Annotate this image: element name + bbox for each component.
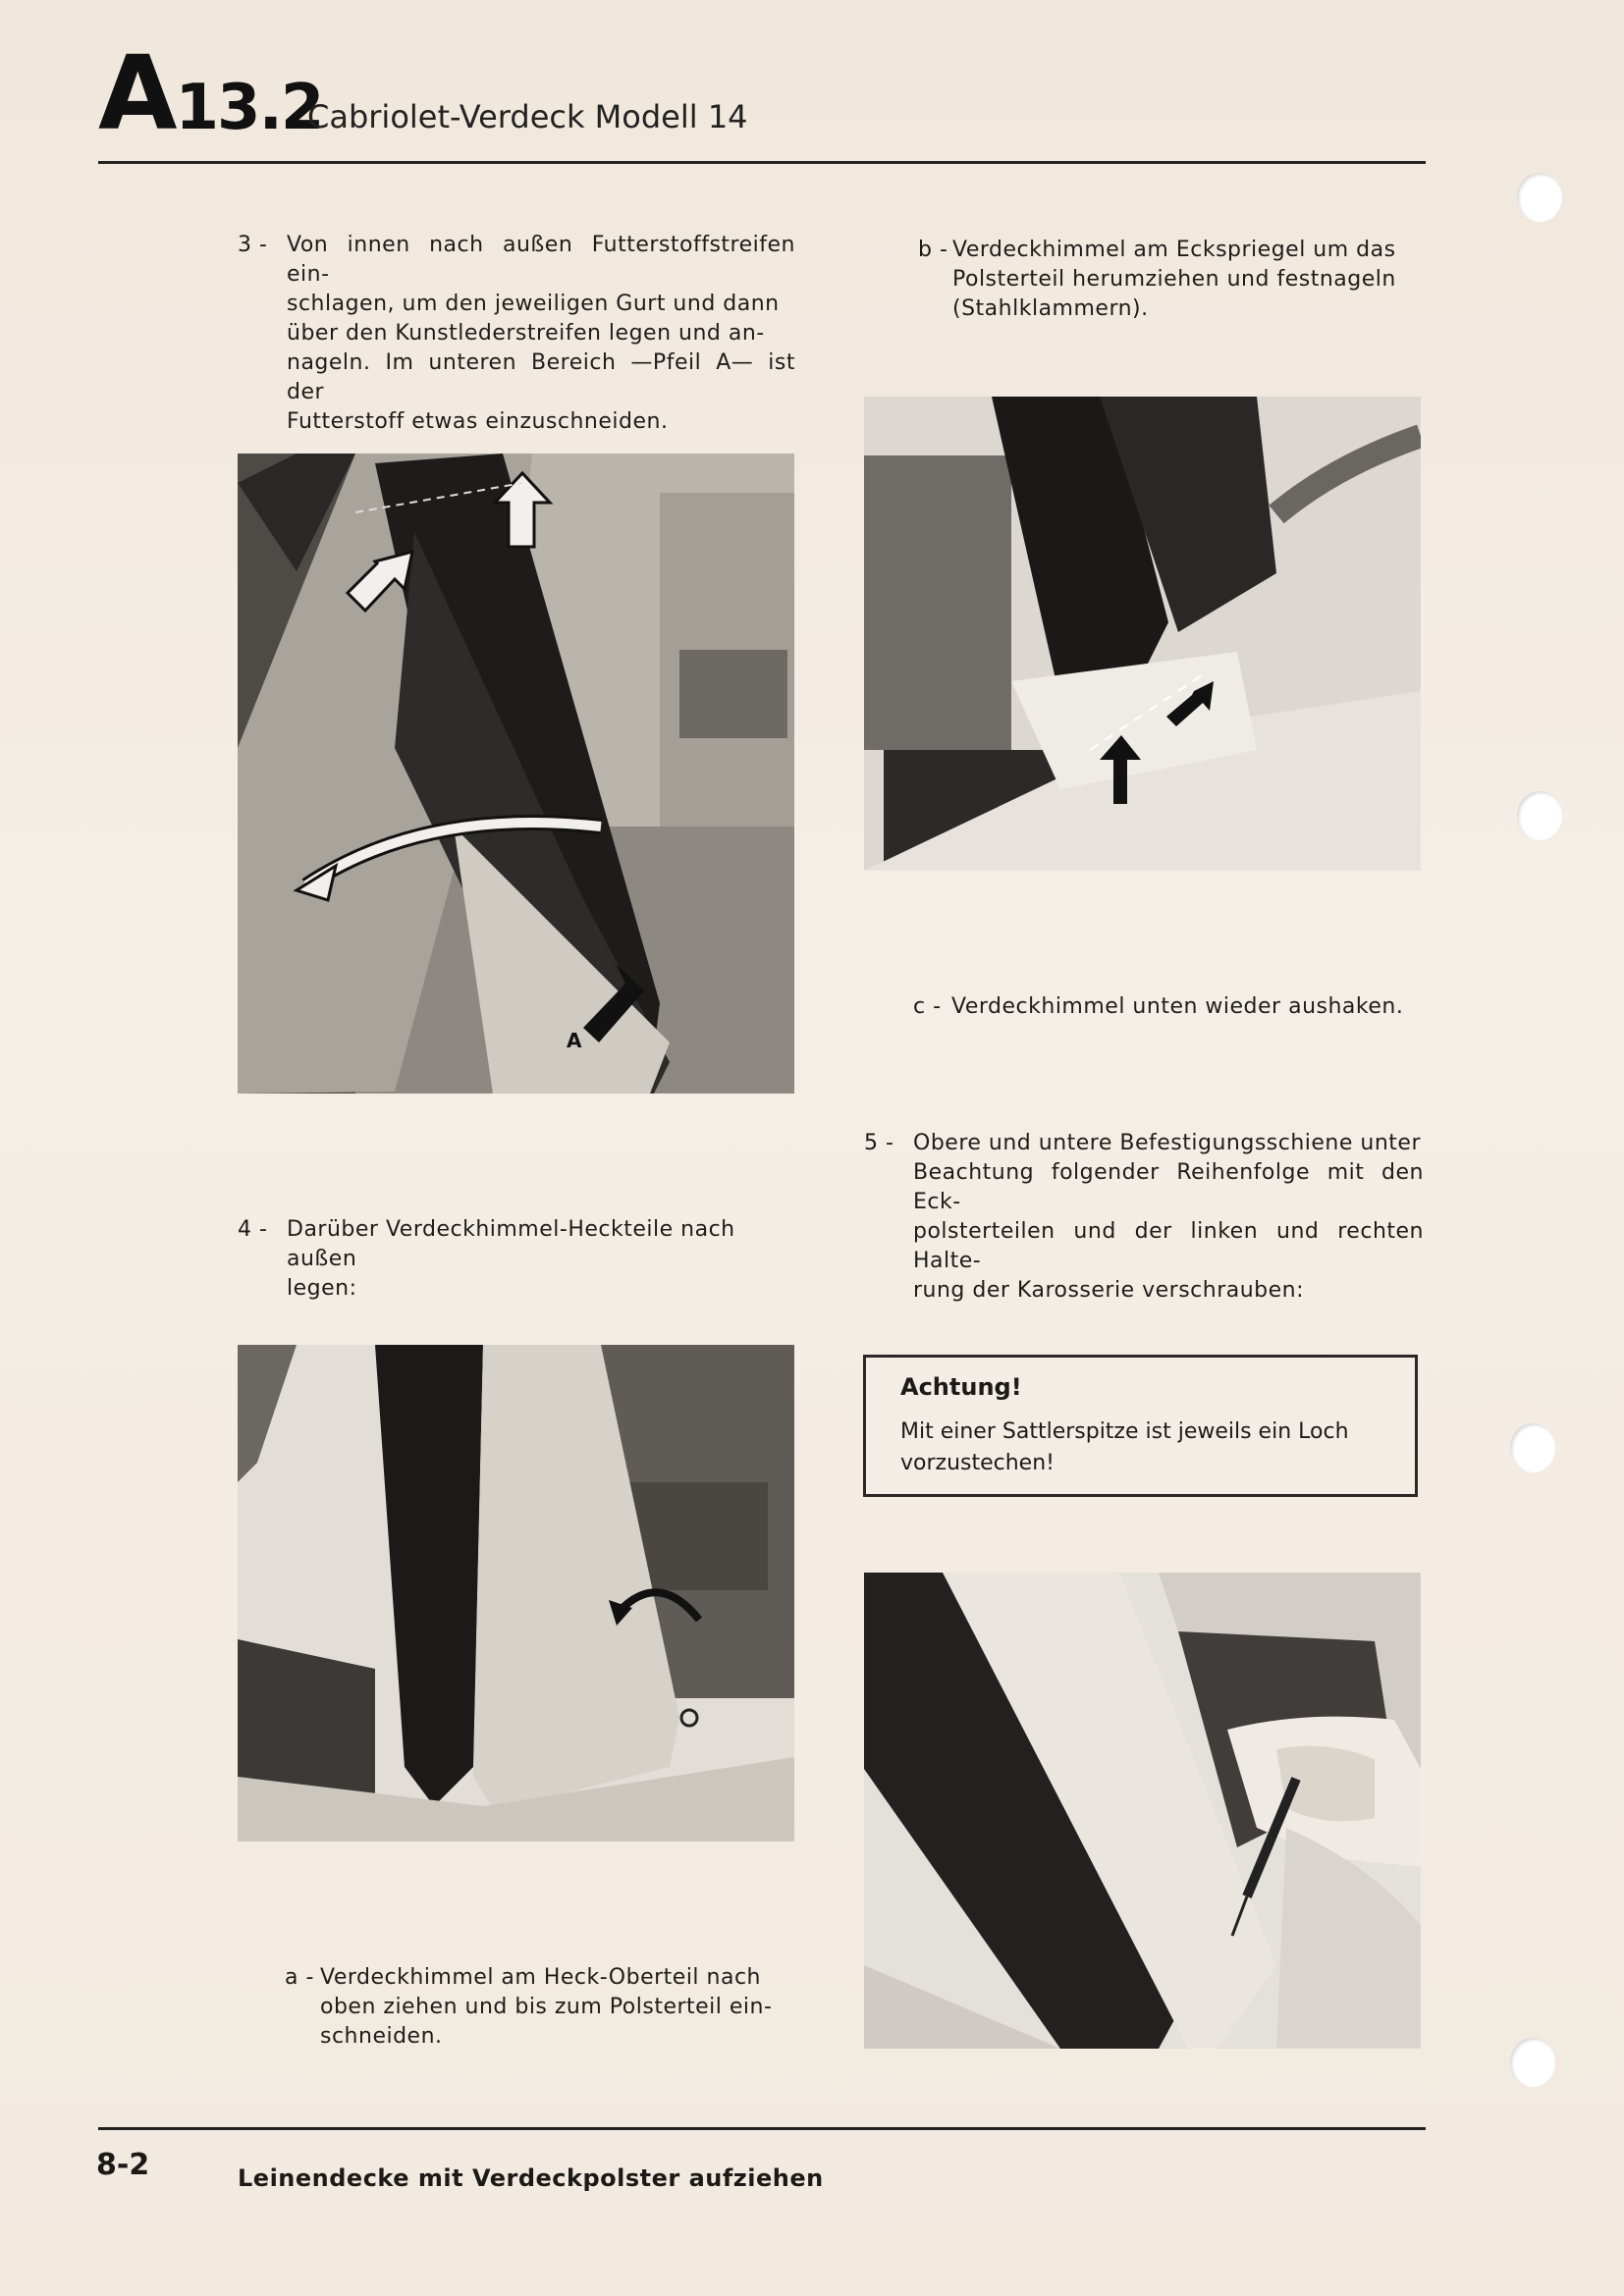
photo-step-3-image xyxy=(238,454,794,1094)
section-code xyxy=(98,33,323,153)
photo-step-4 xyxy=(238,1345,794,1842)
step-b-line: Verdeckhimmel am Eckspriegel um das xyxy=(952,238,1396,262)
step-a-line: oben ziehen und bis zum Polsterteil ein- xyxy=(320,1995,773,2019)
step-3-line: nageln. Im unteren Bereich —Pfeil A— ist der xyxy=(287,350,795,404)
page-number: 8-2 xyxy=(96,2148,150,2182)
warning-box xyxy=(863,1355,1418,1497)
punch-hole xyxy=(1517,173,1562,222)
step-b-text xyxy=(952,236,1426,324)
step-a-line: Verdeckhimmel am Heck-Oberteil nach xyxy=(320,1965,762,1990)
step-5-line: rung der Karosserie verschrauben: xyxy=(913,1278,1305,1303)
step-5-line: Obere und untere Befestigungsschiene unter xyxy=(913,1131,1421,1155)
punch-hole xyxy=(1517,791,1562,840)
footer-section-title: Leinendecke mit Verdeckpolster aufziehen xyxy=(238,2164,824,2192)
step-4-number: 4 - xyxy=(238,1217,268,1242)
step-5-line: polsterteilen und der linken und rechten Halte- xyxy=(913,1219,1424,1273)
step-c-text: Verdeckhimmel unten wieder aushaken. xyxy=(951,994,1404,1019)
step-5-number: 5 - xyxy=(864,1131,894,1155)
step-4-line: legen: xyxy=(287,1276,357,1301)
step-5-text xyxy=(913,1129,1424,1306)
step-3-text xyxy=(287,231,795,437)
step-a-number: a - xyxy=(285,1965,314,1990)
section-code-number: 13.2 xyxy=(175,72,323,144)
photo-step-5 xyxy=(864,1573,1421,2049)
step-3-line: Futterstoff etwas einzuschneiden. xyxy=(287,409,669,434)
step-5-line: Beachtung folgender Reihenfolge mit den Eck- xyxy=(913,1160,1424,1214)
warning-title: Achtung! xyxy=(900,1373,1022,1401)
step-3-line: Von innen nach außen Futterstoffstreifen ein- xyxy=(287,233,795,287)
photo-step-4-image xyxy=(238,1345,794,1842)
header-rule xyxy=(98,161,1426,164)
arrow-a-label: A xyxy=(567,1029,582,1052)
step-b-line: (Stahlklammern). xyxy=(952,296,1149,321)
step-b-number: b - xyxy=(918,238,948,262)
step-c-number: c - xyxy=(913,994,942,1019)
footer-rule xyxy=(98,2127,1426,2130)
step-4-line: Darüber Verdeckhimmel-Heckteile nach außen xyxy=(287,1217,735,1271)
step-3-line: schlagen, um den jeweiligen Gurt und dann xyxy=(287,292,780,316)
section-code-letter: A xyxy=(98,33,176,153)
step-3-line: über den Kunstlederstreifen legen und an- xyxy=(287,321,765,346)
punch-hole xyxy=(1510,1423,1555,1472)
step-3-number: 3 - xyxy=(238,233,268,257)
step-4-text xyxy=(287,1215,797,1304)
step-b-line: Polsterteil herumziehen und festnageln xyxy=(952,267,1396,292)
photo-step-5-image xyxy=(864,1573,1421,2049)
photo-step-b-image xyxy=(864,397,1421,871)
warning-body: Mit einer Sattlerspitze ist jeweils ein Loch vorzustechen! xyxy=(900,1419,1349,1475)
step-a-text xyxy=(320,1963,795,2052)
page-title: Cabriolet-Verdeck Modell 14 xyxy=(307,98,748,135)
punch-hole xyxy=(1510,2038,1555,2087)
photo-step-b xyxy=(864,397,1421,871)
step-a-line: schneiden. xyxy=(320,2024,443,2049)
photo-step-3 xyxy=(238,454,794,1094)
